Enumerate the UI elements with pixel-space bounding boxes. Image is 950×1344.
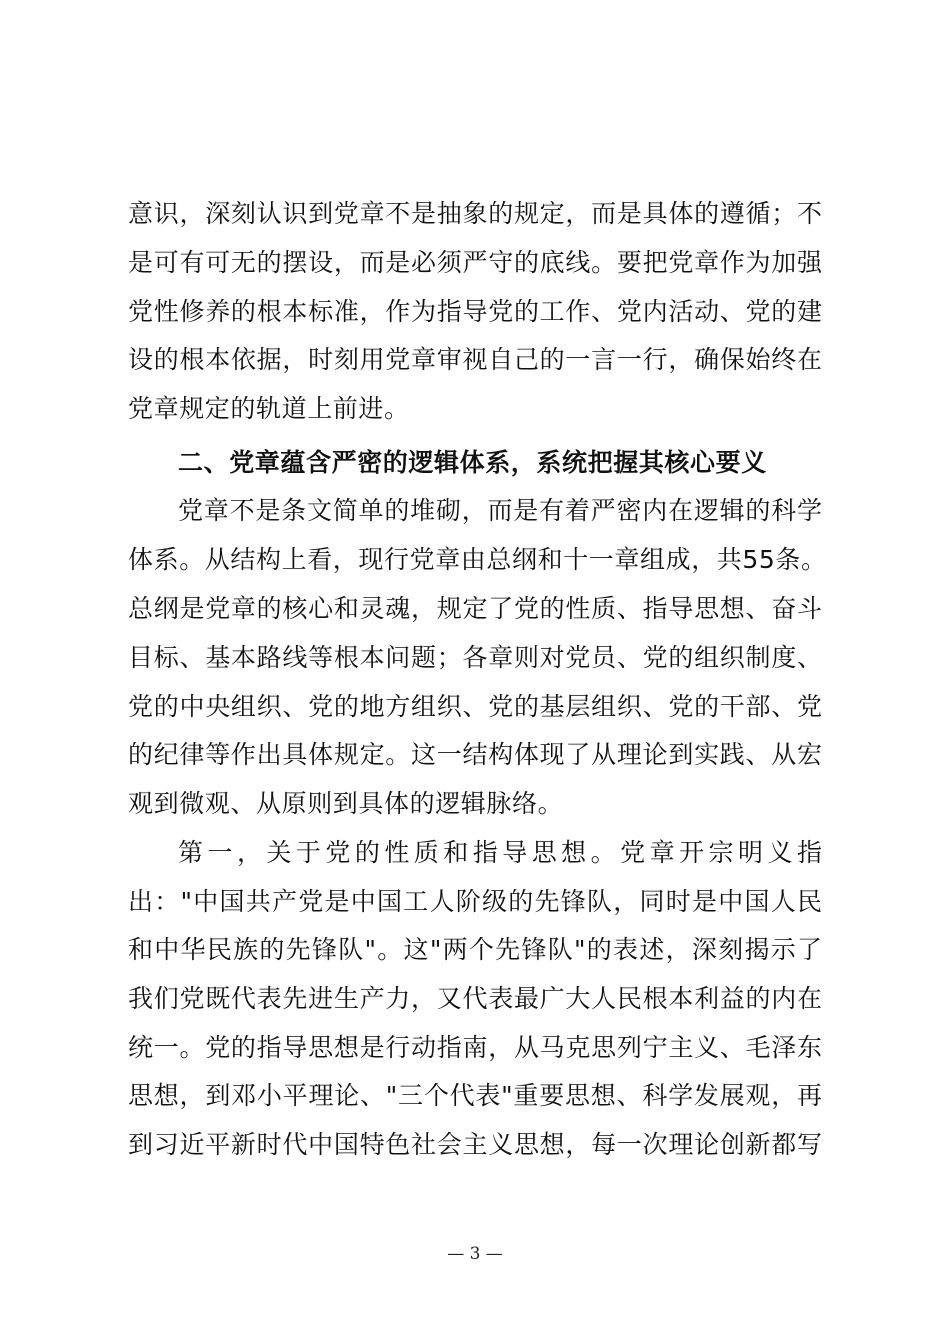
text-line: 出："中国共产党是中国工人阶级的先锋队，同时是中国人民: [128, 887, 822, 916]
page-number: — 3 —: [447, 1244, 503, 1264]
text-line: 党章规定的轨道上前进。: [128, 394, 410, 423]
text-line: 总纲是党章的核心和灵魂，规定了党的性质、指导思想、奋斗: [128, 594, 822, 623]
section-heading: 二、党章蕴含严密的逻辑体系，系统把握其核心要义: [178, 448, 767, 477]
text-line: 体系。从结构上看，现行党章由总纲和十一章组成，共55条。: [128, 545, 827, 574]
text-line: 到习近平新时代中国特色社会主义思想，每一次理论创新都写: [128, 1130, 822, 1159]
text-line: 第一，关于党的性质和指导思想。党章开宗明义指: [178, 838, 822, 867]
text-line: 目标、基本路线等根本问题；各章则对党员、党的组织制度、: [128, 643, 822, 672]
text-line: 党章不是条文简单的堆砌，而是有着严密内在逻辑的科学: [178, 496, 822, 525]
text-line: 思想，到邓小平理论、"三个代表"重要思想、科学发展观，再: [128, 1081, 822, 1110]
text-line: 统一。党的指导思想是行动指南，从马克思列宁主义、毛泽东: [128, 1033, 822, 1062]
text-line: 意识，深刻认识到党章不是抽象的规定，而是具体的遵循；不: [128, 199, 822, 228]
text-line: 设的根本依据，时刻用党章审视自己的一言一行，确保始终在: [128, 345, 822, 374]
text-line: 的纪律等作出具体规定。这一结构体现了从理论到实践、从宏: [128, 740, 822, 769]
text-line: 和中华民族的先锋队"。这"两个先锋队"的表述，深刻揭示了: [128, 935, 822, 964]
text-line: 党性修养的根本标准，作为指导党的工作、党内活动、党的建: [128, 297, 822, 326]
text-line: 是可有可无的摆设，而是必须严守的底线。要把党章作为加强: [128, 248, 822, 277]
text-line: 我们党既代表先进生产力，又代表最广大人民根本利益的内在: [128, 984, 822, 1013]
text-line: 观到微观、从原则到具体的逻辑脉络。: [128, 789, 564, 818]
text-line: 党的中央组织、党的地方组织、党的基层组织、党的干部、党: [128, 692, 822, 721]
